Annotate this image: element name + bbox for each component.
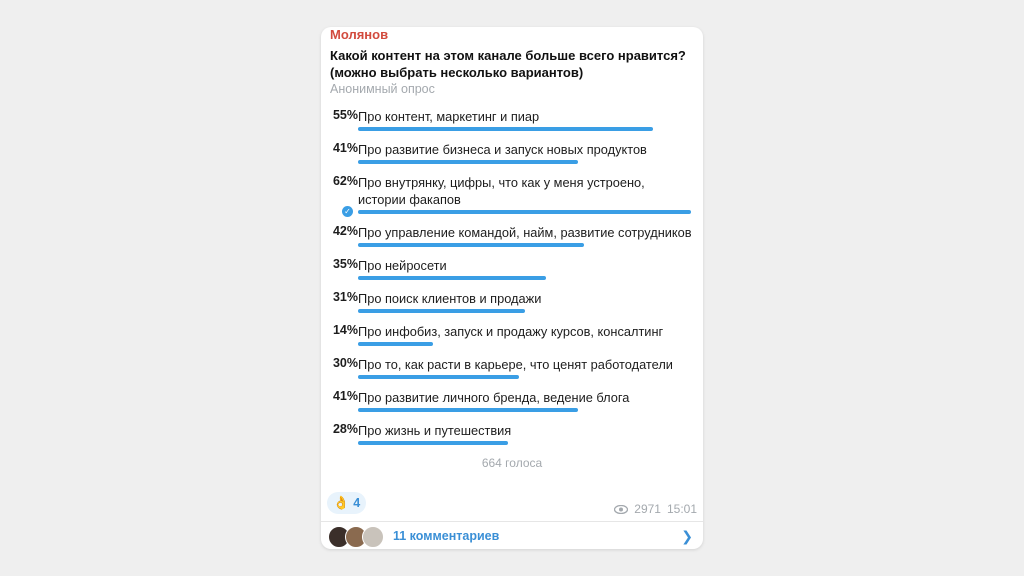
option-percent: 41% [332,389,358,403]
eye-icon [614,505,628,514]
option-result-bar [358,309,525,313]
option-result-bar [358,160,578,164]
poll-message-card [321,27,703,549]
option-result-bar [358,210,691,214]
option-percent: 31% [332,290,358,304]
option-text: Про внутрянку, цифры, что как у меня устроено, истории факапов [358,175,645,207]
option-percent: 14% [332,323,358,337]
avatar [362,526,384,548]
poll-type-label: Анонимный опрос [330,82,435,96]
option-text: Про контент, маркетинг и пиар [358,109,540,124]
option-percent: 28% [332,422,358,436]
comments-link[interactable]: 11 комментариев [393,529,500,543]
option-text: Про управление командой, найм, развитие сотрудников [358,225,692,240]
reaction-count: 4 [353,496,361,510]
ok-hand-icon: 👌 [333,495,350,510]
check-circle-icon: ✓ [342,206,353,217]
message-time: 15:01 [666,502,697,516]
message-meta [614,502,697,516]
option-percent: 41% [332,141,358,155]
comments-bar[interactable] [321,522,703,549]
option-result-bar [358,127,653,131]
option-result-bar [358,276,546,280]
option-text: Про нейросети [358,258,447,273]
votes-count[interactable]: 664 голоса [481,456,543,470]
option-result-bar [358,375,519,379]
option-percent: 35% [332,257,358,271]
option-text: Про развитие бизнеса и запуск новых продуктов [358,142,647,157]
option-result-bar [358,243,584,247]
option-percent: 30% [332,356,358,370]
views-count: 2971 [634,502,661,516]
option-text: Про развитие личного бренда, ведение блога [358,390,630,405]
option-text: Про то, как расти в карьере, что ценят работодатели [358,357,673,372]
option-result-bar [358,441,508,445]
reaction-badge[interactable] [327,492,366,514]
option-text: Про инфобиз, запуск и продажу курсов, консалтинг [358,324,664,339]
option-text: Про поиск клиентов и продажи [358,291,542,306]
option-percent: 62% [332,174,358,188]
channel-author[interactable]: Молянов [330,27,389,42]
commenter-avatars [328,526,388,548]
poll-question: Какой контент на этом канале больше всего нравится? (можно выбрать несколько вариантов) [330,48,686,80]
option-percent: 55% [332,108,358,122]
chevron-right-icon[interactable]: ❯ [681,528,693,544]
option-text: Про жизнь и путешествия [358,423,512,438]
option-percent: 42% [332,224,358,238]
option-result-bar [358,408,578,412]
option-result-bar [358,342,433,346]
